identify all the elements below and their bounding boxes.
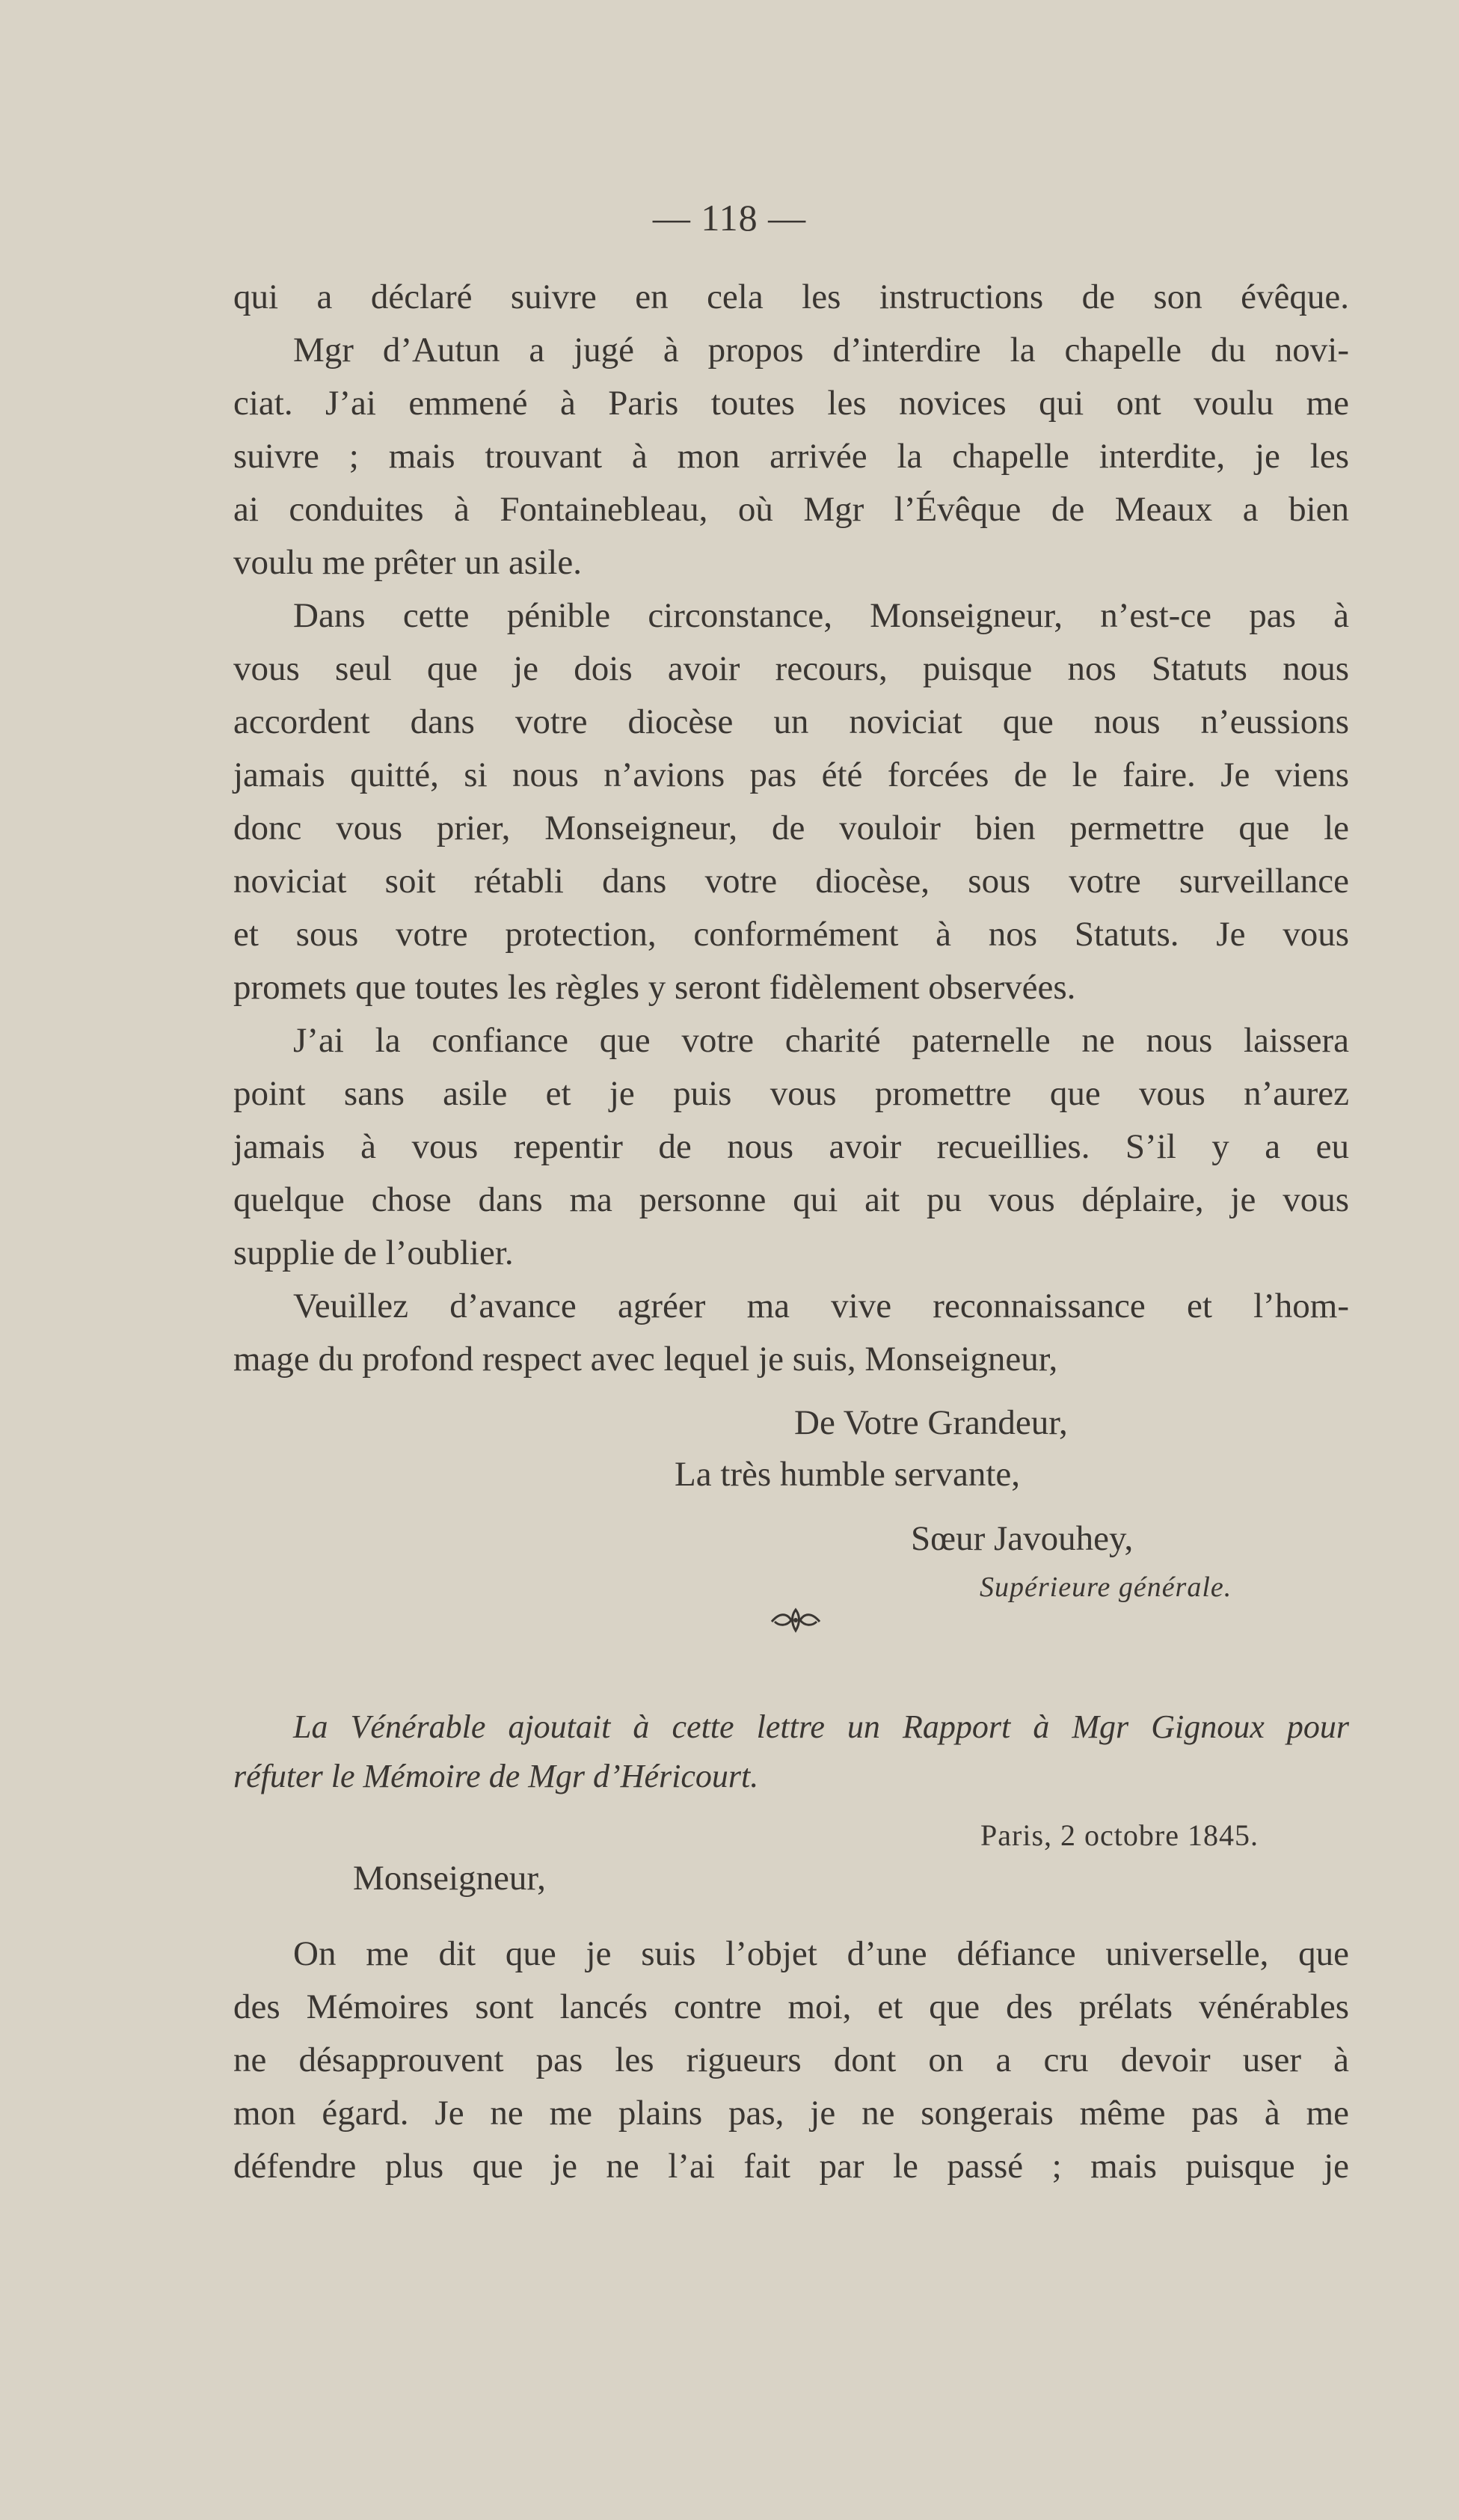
dateline: Paris, 2 octobre 1845.: [980, 1818, 1259, 1852]
text-line: Mgr d’Autun a jugé à propos d’interdire la chapelle du novi-: [293, 331, 1349, 370]
text-line: vous seul que je dois avoir recours, puisque nos Statuts nous: [233, 649, 1349, 688]
text-line: supplie de l’oublier.: [233, 1233, 514, 1272]
text-line: voulu me prêter un asile.: [233, 543, 582, 582]
text-line: qui a déclaré suivre en cela les instructions de son évêque.: [233, 278, 1349, 316]
text-line: mage du profond respect avec lequel je suis, Monseigneur,: [233, 1340, 1058, 1379]
page-number: — 118 —: [652, 197, 807, 239]
second-letter-body: [233, 1928, 1349, 2193]
closing-line-2: La très humble servante,: [675, 1455, 1020, 1494]
text-line: suivre ; mais trouvant à mon arrivée la chapelle interdite, je les: [233, 437, 1349, 476]
text-line: donc vous prier, Monseigneur, de vouloir bien permettre que le: [233, 809, 1349, 847]
text-line: noviciat soit rétabli dans votre diocèse, sous votre surveillance: [233, 862, 1349, 901]
text-line: et sous votre protection, conformément à nos Statuts. Je vous: [233, 915, 1349, 954]
text-line: ne désapprouvent pas les rigueurs dont on a cru devoir user à: [233, 2041, 1349, 2079]
text-line: mon égard. Je ne me plains pas, je ne songerais même pas à me: [233, 2094, 1349, 2133]
editorial-note: [233, 1702, 1349, 1801]
text-line: J’ai la confiance que votre charité paternelle ne nous laissera: [293, 1021, 1349, 1060]
text-line: Dans cette pénible circonstance, Monseigneur, n’est-ce pas à: [293, 596, 1349, 635]
signature-title: Supérieure générale.: [980, 1572, 1232, 1603]
signature: Sœur Javouhey,: [911, 1519, 1134, 1558]
salutation: Monseigneur,: [353, 1859, 546, 1898]
text-line: jamais à vous repentir de nous avoir recueillies. S’il y a eu: [233, 1127, 1349, 1166]
fleuron-ornament-icon: [769, 1605, 823, 1635]
note-line: réfuter le Mémoire de Mgr d’Héricourt.: [233, 1758, 759, 1794]
text-line: point sans asile et je puis vous promettre que vous n’aurez: [233, 1074, 1349, 1113]
text-line: accordent dans votre diocèse un noviciat que nous n’eussions: [233, 702, 1349, 741]
letter-body: [233, 271, 1349, 1386]
text-line: quelque chose dans ma personne qui ait pu vous déplaire, je vous: [233, 1180, 1349, 1219]
text-line: jamais quitté, si nous n’avions pas été forcées de le faire. Je viens: [233, 755, 1349, 794]
text-line: défendre plus que je ne l’ai fait par le passé ; mais puisque je: [233, 2147, 1349, 2186]
text-line: des Mémoires sont lancés contre moi, et que des prélats vénérables: [233, 1987, 1349, 2026]
text-line: Veuillez d’avance agréer ma vive reconnaissance et l’hom-: [293, 1287, 1349, 1325]
text-line: ai conduites à Fontainebleau, où Mgr l’Évêque de Meaux a bien: [233, 490, 1349, 529]
note-line: La Vénérable ajoutait à cette lettre un Rapport à Mgr Gignoux pour: [293, 1708, 1349, 1745]
text-line: promets que toutes les règles y seront fidèlement observées.: [233, 968, 1076, 1007]
text-line: On me dit que je suis l’objet d’une défiance universelle, que: [293, 1934, 1349, 1973]
text-line: ciat. J’ai emmené à Paris toutes les novices qui ont voulu me: [233, 384, 1349, 423]
closing-line-1: De Votre Grandeur,: [794, 1403, 1068, 1442]
